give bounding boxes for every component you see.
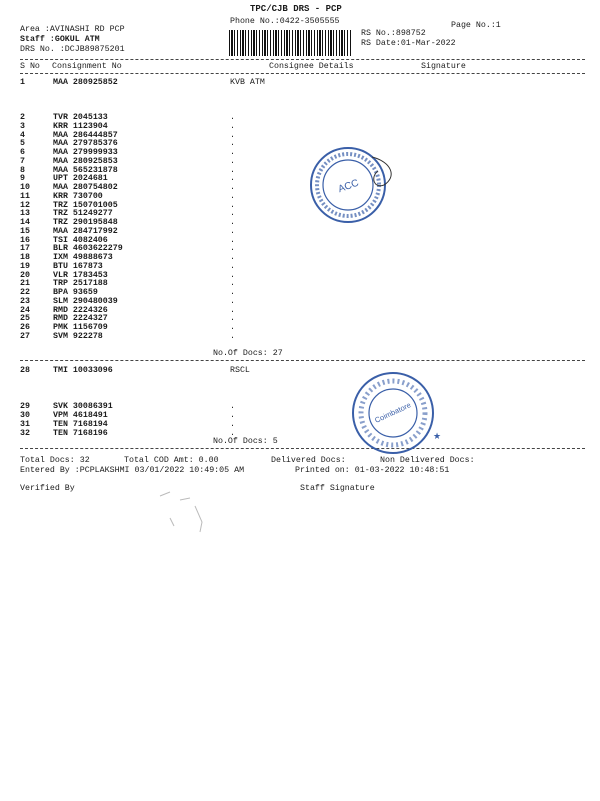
- row-marker: .: [230, 148, 235, 157]
- row-marker: .: [230, 183, 235, 192]
- row-sno: 7: [20, 156, 25, 166]
- rs-date: RS Date:01-Mar-2022: [361, 39, 456, 48]
- row-marker: .: [230, 288, 235, 297]
- row-sno: 20: [20, 270, 30, 280]
- row-sno: 30: [20, 410, 30, 420]
- row-sno: 22: [20, 288, 30, 297]
- row-consignment: VPM 4618491: [53, 410, 108, 420]
- verified-by: Verified By: [20, 484, 75, 493]
- document-title: TPC/CJB DRS - PCP: [250, 4, 342, 14]
- column-consignee: Consignee Details: [269, 62, 354, 71]
- row-sno: 9: [20, 174, 25, 184]
- printed-on: Printed on: 01-03-2022 10:48:51: [295, 466, 450, 475]
- row-sno: 27: [20, 331, 30, 341]
- row-consignment: TRP 2517188: [53, 279, 108, 289]
- row-marker: .: [230, 402, 235, 411]
- row-consignment: PMK 1156709: [53, 323, 108, 332]
- svg-text:ACC: ACC: [336, 177, 361, 196]
- entered-by: Entered By :PCPLAKSHMI 03/01/2022 10:49:05 AM: [20, 466, 245, 475]
- row-sno: 3: [20, 121, 25, 131]
- row-marker: .: [230, 226, 235, 236]
- row-sno: 24: [20, 305, 30, 315]
- row-consignment: RMD 2224327: [53, 314, 108, 324]
- row-consignment: TVR 2045133: [53, 113, 108, 122]
- area-label: Area :AVINASHI RD PCP: [20, 25, 125, 34]
- row-consignment: TRZ 51249277: [53, 209, 113, 219]
- divider: [20, 73, 585, 74]
- row-sno: 21: [20, 279, 30, 289]
- staff-signature: Staff Signature: [300, 484, 375, 493]
- row-marker: .: [230, 165, 235, 175]
- total-docs: Total Docs: 32: [20, 456, 90, 465]
- row-consignment: TRZ 150701005: [53, 200, 118, 210]
- row-sno: 18: [20, 253, 30, 262]
- row-consignment: BPA 93659: [53, 288, 98, 297]
- row-consignment: IXM 49888673: [53, 253, 113, 262]
- row-consignee: RSCL: [230, 366, 250, 375]
- row-sno: 26: [20, 323, 30, 332]
- column-sno: S No: [20, 62, 40, 71]
- phone-number: Phone No.:0422-3505555: [230, 17, 340, 26]
- row-marker: .: [230, 331, 235, 341]
- row-marker: .: [230, 113, 235, 122]
- row-marker: .: [230, 218, 235, 227]
- column-consignment: Consignment No: [52, 62, 122, 71]
- divider: [20, 59, 585, 60]
- staff-label: Staff :GOKUL ATM: [20, 35, 100, 44]
- row-consignment: BLR 4603622279: [53, 244, 123, 254]
- row-marker: .: [230, 314, 235, 324]
- row-consignment: TMI 10033096: [53, 366, 113, 375]
- row-consignment: MAA 280925852: [53, 78, 118, 87]
- row-consignment: BTU 167873: [53, 261, 103, 271]
- row-consignment: KRR 730700: [53, 191, 103, 201]
- row-consignment: SVM 922278: [53, 331, 103, 341]
- divider: [20, 448, 585, 449]
- row-sno: 25: [20, 314, 30, 324]
- page-number: Page No.:1: [451, 21, 501, 30]
- row-marker: .: [230, 139, 235, 149]
- row-consignment: MAA 279999933: [53, 148, 118, 157]
- row-marker: .: [230, 323, 235, 332]
- row-marker: .: [230, 270, 235, 280]
- row-consignment: MAA 565231878: [53, 165, 118, 175]
- row-consignment: TRZ 290195848: [53, 218, 118, 227]
- drs-number: DRS No. :DCJB89875201: [20, 45, 125, 54]
- row-consignment: RMD 2224326: [53, 305, 108, 315]
- row-sno: 16: [20, 235, 30, 245]
- row-sno: 32: [20, 428, 30, 438]
- docs-count: No.Of Docs: 5: [213, 437, 278, 446]
- column-signature: Signature: [421, 62, 466, 71]
- row-consignment: MAA 280754802: [53, 183, 118, 192]
- row-marker: .: [230, 200, 235, 210]
- row-sno: 28: [20, 366, 30, 375]
- row-sno: 8: [20, 165, 25, 175]
- divider: [20, 360, 585, 361]
- row-consignment: MAA 286444857: [53, 130, 118, 140]
- row-marker: .: [230, 174, 235, 184]
- row-marker: .: [230, 130, 235, 140]
- row-consignment: TEN 7168196: [53, 428, 108, 438]
- row-sno: 17: [20, 244, 30, 254]
- non-delivered-docs: Non Delivered Docs:: [380, 456, 475, 465]
- row-sno: 5: [20, 139, 25, 149]
- row-marker: .: [230, 428, 235, 438]
- row-marker: .: [230, 156, 235, 166]
- row-consignment: MAA 284717992: [53, 226, 118, 236]
- row-marker: .: [230, 244, 235, 254]
- total-cod: Total COD Amt: 0.00: [124, 456, 219, 465]
- svg-text:★: ★: [433, 431, 442, 441]
- row-sno: 19: [20, 261, 30, 271]
- row-sno: 23: [20, 296, 30, 306]
- row-consignment: TEN 7168194: [53, 419, 108, 429]
- row-sno: 13: [20, 209, 30, 219]
- row-consignment: SLM 290480039: [53, 296, 118, 306]
- row-consignment: VLR 1783453: [53, 270, 108, 280]
- row-sno: 11: [20, 191, 30, 201]
- row-consignment: MAA 279785376: [53, 139, 118, 149]
- row-marker: .: [230, 209, 235, 219]
- row-sno: 10: [20, 183, 30, 192]
- row-sno: 1: [20, 78, 25, 87]
- scan-marks: [140, 488, 220, 538]
- row-sno: 2: [20, 113, 25, 122]
- row-marker: .: [230, 235, 235, 245]
- row-sno: 6: [20, 148, 25, 157]
- row-consignment: MAA 280925853: [53, 156, 118, 166]
- row-sno: 14: [20, 218, 30, 227]
- row-marker: .: [230, 279, 235, 289]
- seal-image: [302, 137, 402, 237]
- barcode: [229, 30, 352, 56]
- row-consignment: UPT 2024681: [53, 174, 108, 184]
- row-sno: 12: [20, 200, 30, 210]
- row-marker: .: [230, 191, 235, 201]
- row-sno: 31: [20, 419, 30, 429]
- row-marker: .: [230, 296, 235, 306]
- row-consignment: SVK 30086391: [53, 402, 113, 411]
- row-consignment: KRR 1123904: [53, 121, 108, 131]
- row-consignee: KVB ATM: [230, 78, 265, 87]
- delivered-docs: Delivered Docs:: [271, 456, 346, 465]
- row-marker: .: [230, 261, 235, 271]
- docs-count: No.Of Docs: 27: [213, 349, 283, 358]
- row-marker: .: [230, 253, 235, 262]
- svg-text:Coimbatore: Coimbatore: [373, 400, 413, 425]
- seal-image: [339, 365, 449, 465]
- row-sno: 29: [20, 402, 30, 411]
- row-consignment: TSI 4082406: [53, 235, 108, 245]
- row-sno: 15: [20, 226, 30, 236]
- rs-number: RS No.:898752: [361, 29, 426, 38]
- row-marker: .: [230, 419, 235, 429]
- row-marker: .: [230, 305, 235, 315]
- row-sno: 4: [20, 130, 25, 140]
- row-marker: .: [230, 410, 235, 420]
- row-marker: .: [230, 121, 235, 131]
